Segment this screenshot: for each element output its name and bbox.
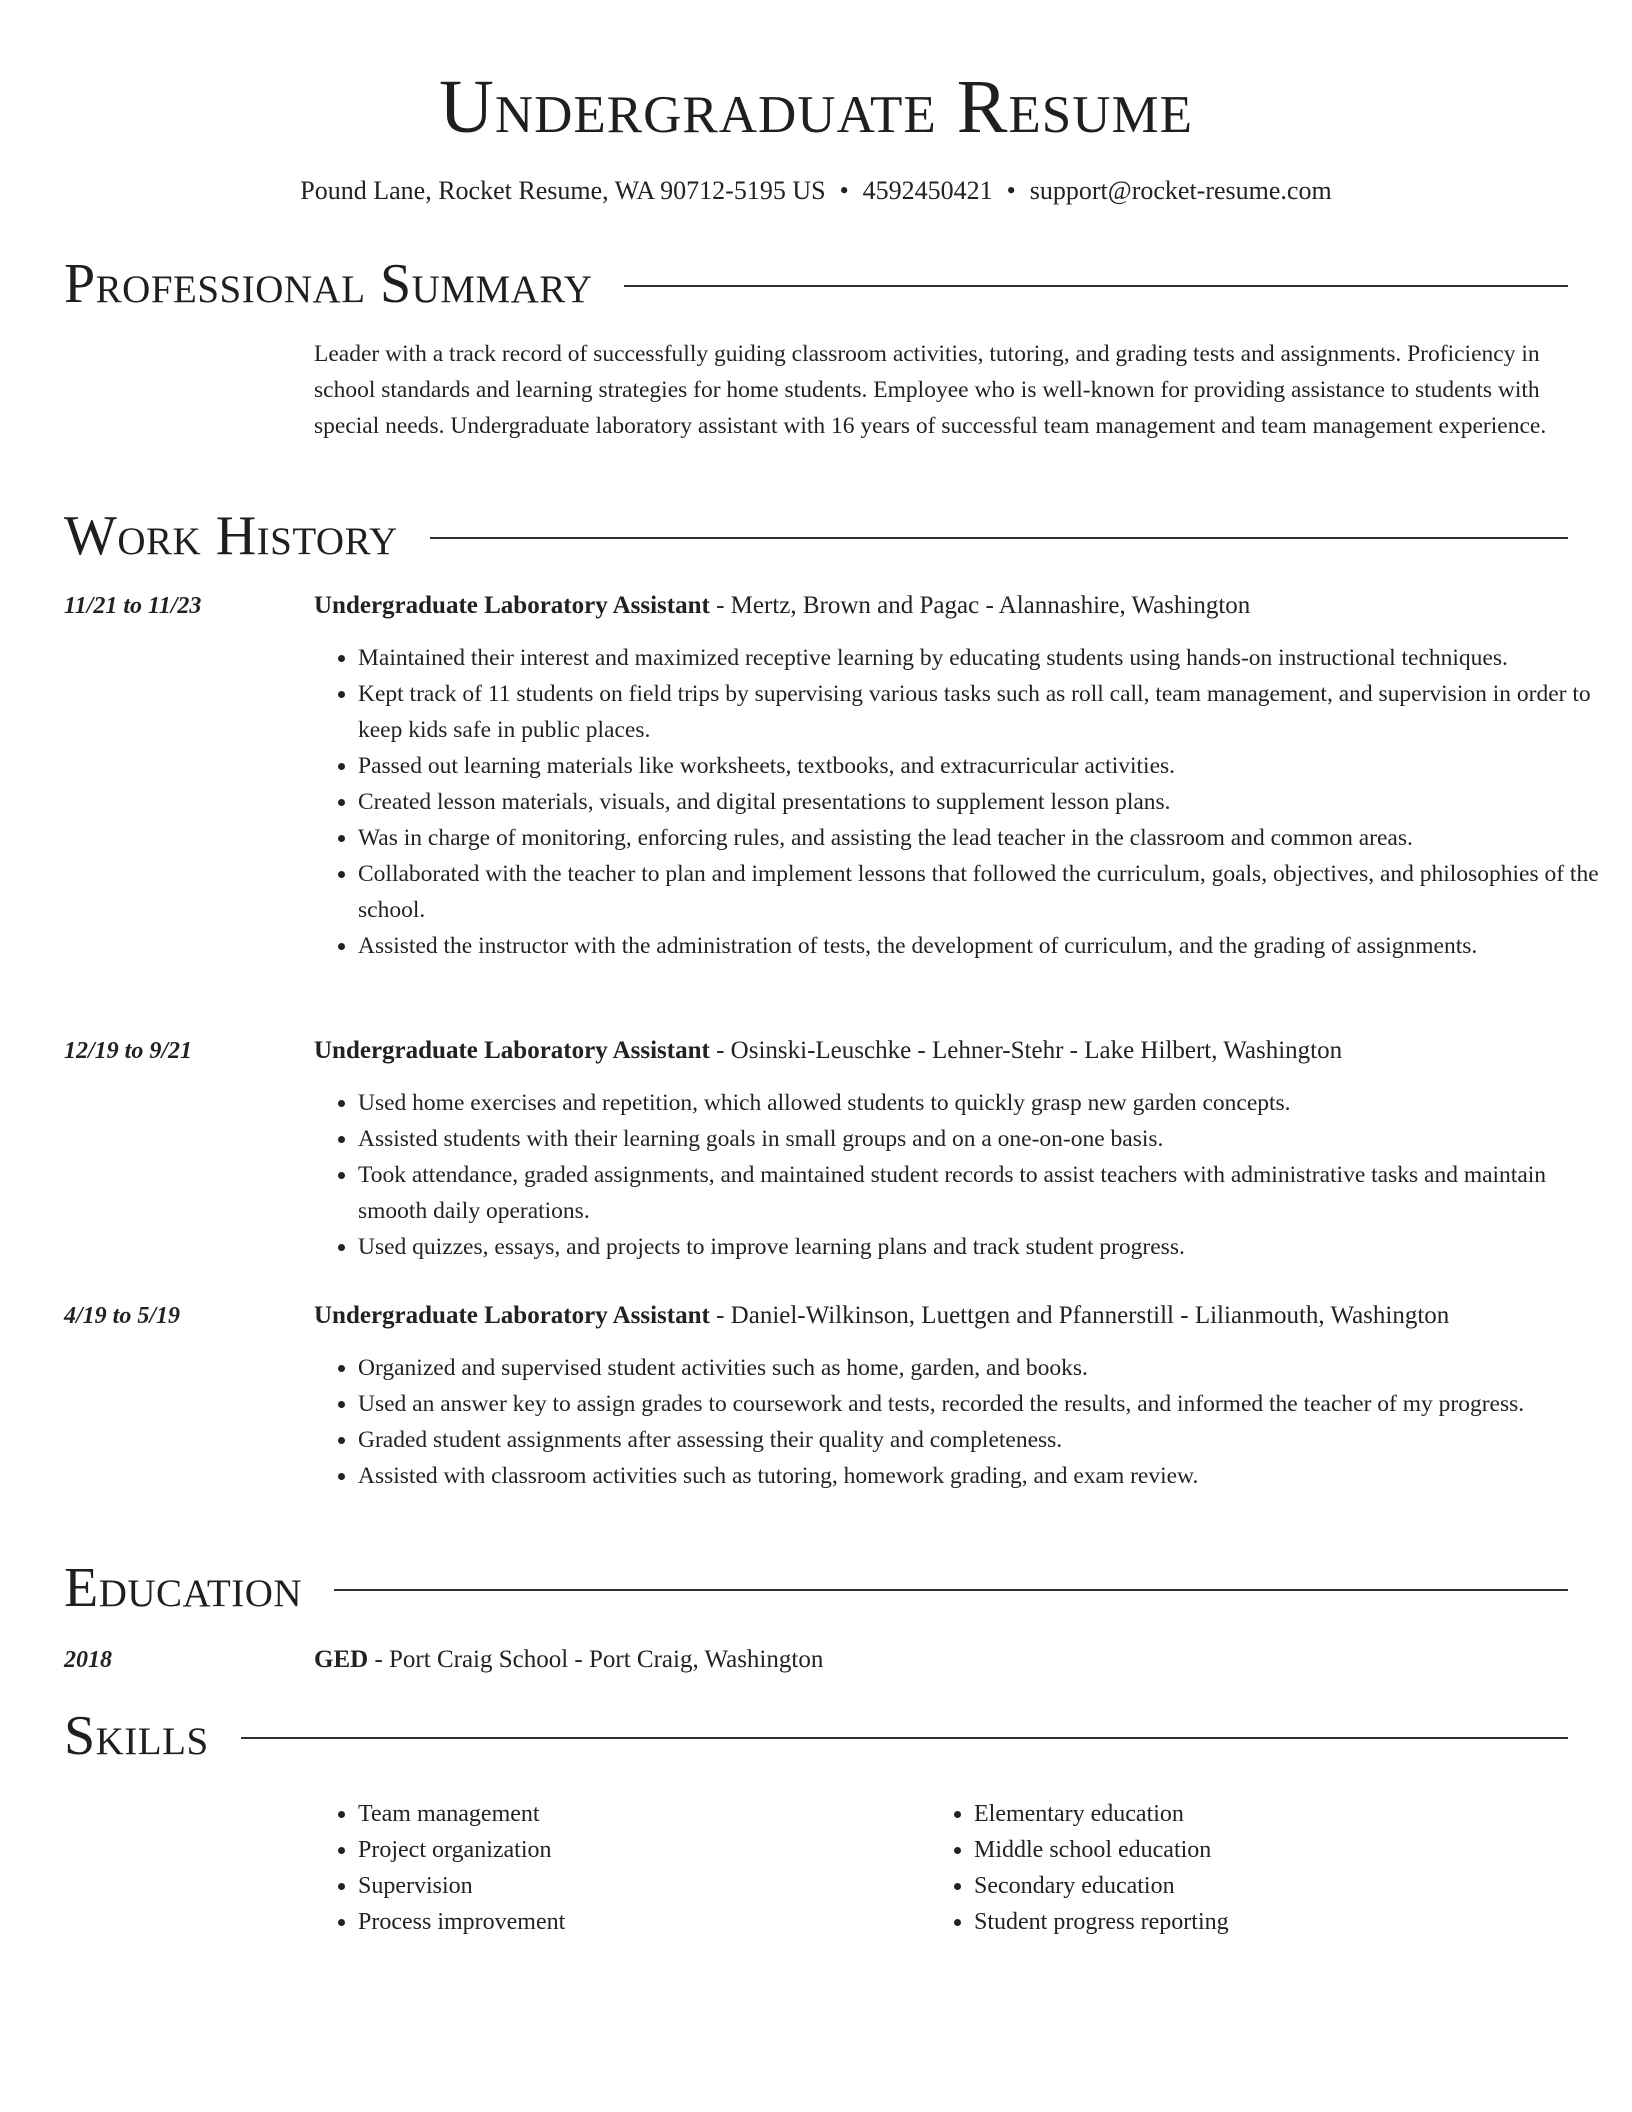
education-year: 2018 [64,1647,112,1673]
summary-text: Leader with a track record of successfully guiding classroom activities, tutoring, and grading tests and assignments. Proficiency in school standards and learning strategies for home students. Employee who is well-known for providing assistance to students with special needs. Undergraduate laboratory assistant with 16 years of successful team management and team management experience. [314,341,1547,439]
skills-section-header [64,1704,1568,1768]
job-bullet-list [314,1085,1608,1265]
job-bullet: • Maintained their interest and maximized receptive learning by educating students using hands-on instructional techniques. [358,640,1608,676]
job-bullet: • Took attendance, graded assignments, and maintained student records to assist teachers with administrative tasks and maintain smooth daily operations. [358,1157,1608,1229]
job-bullet: • Assisted with classroom activities such as tutoring, homework grading, and exam review. [358,1458,1608,1494]
skill-item: • Student progress reporting [974,1904,1546,1940]
job-bullet: • Used quizzes, essays, and projects to improve learning plans and track student progress. [358,1229,1608,1265]
contact-email: support@rocket-resume.com [1029,176,1332,205]
skill-item: • Elementary education [974,1796,1546,1832]
job-bullet: • Passed out learning materials like worksheets, textbooks, and extracurricular activities. [358,748,1608,784]
job-employer-location: - Daniel-Wilkinson, Luettgen and Pfannerstill - Lilianmouth, Washington [709,1302,1450,1329]
job-title: Undergraduate Laboratory Assistant [314,592,710,619]
separator-bullet: • [1006,176,1016,205]
skills-list [314,1796,1564,1940]
job-dates: 11/21 to 11/23 [64,593,202,619]
job-bullet: • Was in charge of monitoring, enforcing rules, and assisting the lead teacher in the classroom and common areas. [358,820,1608,856]
job-bullet: • Created lesson materials, visuals, and digital presentations to supplement lesson plans. [358,784,1608,820]
contact-line [0,174,1632,208]
job-title: Undergraduate Laboratory Assistant [314,1037,710,1064]
skill-item: • Secondary education [974,1868,1546,1904]
job-heading [314,1298,1449,1334]
education-heading: Education [64,1557,303,1619]
education-degree: GED [314,1646,369,1673]
skill-item: • Middle school education [974,1832,1546,1868]
skill-item: • Project organization [358,1832,930,1868]
summary-section-header [64,252,1568,316]
section-divider [241,1737,1568,1739]
skills-heading: Skills [64,1705,209,1767]
job-dates: 4/19 to 5/19 [64,1303,181,1329]
job-bullet: • Assisted students with their learning goals in small groups and on a one-on-one basis. [358,1121,1608,1157]
job-employer-location: - Mertz, Brown and Pagac - Alannashire, Washington [709,592,1251,619]
job-bullet: • Organized and supervised student activities such as home, garden, and books. [358,1350,1608,1386]
education-school-location: - Port Craig School - Port Craig, Washington [368,1646,824,1673]
job-heading [314,1033,1342,1069]
job-dates: 12/19 to 9/21 [64,1038,193,1064]
education-section-header [64,1556,1568,1620]
job-employer-location: - Osinski-Leuschke - Lehner-Stehr - Lake Hilbert, Washington [709,1037,1343,1064]
job-bullet: • Used an answer key to assign grades to coursework and tests, recorded the results, and informed the teacher of my progress. [358,1386,1608,1422]
skills-column-right [930,1796,1546,1940]
education-line [314,1642,823,1678]
job-heading [314,588,1250,624]
skill-item: • Team management [358,1796,930,1832]
contact-phone: 4592450421 [862,176,993,205]
job-bullet: • Collaborated with the teacher to plan and implement lessons that followed the curriculum, goals, objectives, and philosophies of the school. [358,856,1608,928]
work-heading: Work History [64,505,398,567]
job-title: Undergraduate Laboratory Assistant [314,1302,710,1329]
job-bullet: • Graded student assignments after assessing their quality and completeness. [358,1422,1608,1458]
resume-title: Undergraduate Resume [438,65,1194,149]
skill-item: • Supervision [358,1868,930,1904]
job-bullet-list [314,640,1608,964]
job-bullet-list [314,1350,1608,1494]
skills-column-left [314,1796,930,1940]
job-bullet: • Used home exercises and repetition, which allowed students to quickly grasp new garden concepts. [358,1085,1608,1121]
job-bullet: • Assisted the instructor with the administration of tests, the development of curriculum, and the grading of assignments. [358,928,1608,964]
work-section-header [64,504,1568,568]
separator-bullet: • [839,176,849,205]
section-divider [430,537,1568,539]
section-divider [334,1589,1568,1591]
summary-heading: Professional Summary [64,253,593,315]
skill-item: • Process improvement [358,1904,930,1940]
section-divider [624,285,1568,287]
job-bullet: • Kept track of 11 students on field trips by supervising various tasks such as roll call, team management, and supervision in order to keep kids safe in public places. [358,676,1608,748]
contact-address: Pound Lane, Rocket Resume, WA 90712-5195 US [300,176,826,205]
